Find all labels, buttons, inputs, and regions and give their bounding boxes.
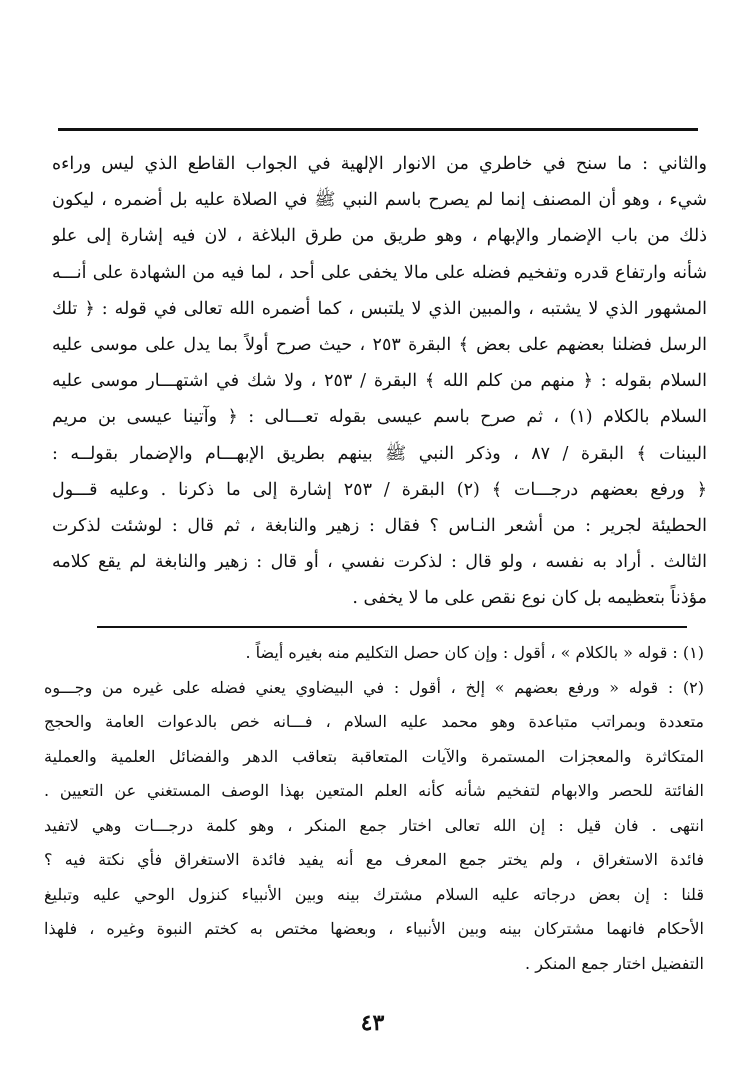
- main-line: مؤذناً بتعظيمه بل كان نوع نقص على ما لا يخفى .: [352, 588, 707, 609]
- main-text-block: [52, 146, 707, 616]
- main-line: شأنه وارتفاع قدره وتفخيم فضله على مالا يخفى على أحد ، لما فيه من الشهادة على أنـــه: [52, 262, 707, 283]
- footnote-line: فائدة الاستغراق ، ولم يختر جمع المعرف مع أنه يفيد فائدة الاستغراق فأي نكتة فيه ؟: [44, 850, 704, 869]
- footnote-line: قلنا : إن بعض درجاته عليه السلام مشترك بينه وبين الأنبياء كنزول الوحي عليه وتبليغ: [44, 884, 704, 904]
- footnote-line: الأحكام فانهما مشتركان بينه وبين الأنبياء ، وبعضها مختص به كختم النبوة وغيره ، فلهذا: [44, 919, 704, 938]
- page-number: ٤٣: [360, 1010, 385, 1036]
- main-line: شيء ، وهو أن المصنف إنما لم يصرح باسم النبي ﷺ في الصلاة عليه بل أضمره ، ليكون: [52, 190, 707, 211]
- main-line: الثالث . أراد به نفسه ، ولو قال : لذكرت نفسي ، أو قال : زهير والنابغة لم يقع كلامه: [52, 552, 707, 573]
- main-line: البينات ﴾ البقرة / ٨٧ ، وذكر النبي ﷺ بينهم بطريق الإبهـــام والإضمار بقولــه :: [52, 443, 707, 464]
- main-line: السلام بقوله : ﴿ منهم من كلم الله ﴾ البقرة / ٢٥٣ ، ولا شك في اشتهـــار موسى عليه: [52, 371, 707, 392]
- footnote-line: التفضيل اختار جمع المنكر .: [525, 953, 704, 973]
- footnote-line: انتهى . فان قيل : إن الله تعالى اختار جمع المنكر ، وهو كلمة درجـــات وهي لاتفيد: [44, 815, 704, 835]
- footnotes-block: [44, 636, 704, 981]
- main-line: المشهور الذي لا يشتبه ، والمبين الذي لا يلتبس ، كما أضمره الله تعالى في قوله : ﴿ تلك: [52, 298, 707, 319]
- main-line: السلام بالكلام (١) ، ثم صرح باسم عيسى بقوله تعـــالى : ﴿ وآتينا عيسى بن مريم: [52, 407, 707, 428]
- main-line: ذلك من باب الإضمار والإبهام ، وهو طريق من طرق البلاغة ، لان فيه إشارة إلى علو: [52, 226, 707, 247]
- main-line: الحطيئة لجرير : من أشعر النـاس ؟ فقال : زهير والنابغة ، ثم قال : لوشئت لذكرت: [52, 515, 707, 536]
- top-rule: [58, 128, 698, 131]
- main-line: ﴿ ورفع بعضهم درجـــات ﴾ (٢) البقرة / ٢٥٣ إشارة إلى ما ذكرنا . وعليه قـــول: [52, 479, 707, 500]
- footnote-line: المتكاثرة والمعجزات المستمرة والآيات المتعاقبة بتعاقب الدهر والفضائل العلمية والعملية: [44, 746, 704, 766]
- footnote-line: (١) : قوله « بالكلام » ، أقول : وإن كان حصل التكليم منه بغيره أيضاً .: [245, 643, 704, 662]
- footnote-line: الفائتة للحصر والابهام لتفخيم شأنه كأنه العلم المتعين بهذا الوصف المستغني عن التعيين .: [44, 781, 704, 800]
- footnote-separator: [97, 626, 687, 628]
- footnote-line: (٢) : قوله « ورفع بعضهم » إلخ ، أقول : في البيضاوي يعني فضله على غيره من وجـــوه: [44, 677, 704, 697]
- footnote-line: متعددة وبمراتب متباعدة وهو محمد عليه السلام ، فـــانه خص بالدعوات العامة والحجج: [44, 712, 704, 731]
- main-line: والثاني : ما سنح في خاطري من الانوار الإلهية في الجواب القاطع الذي ليس وراءه: [52, 154, 707, 174]
- main-line: الرسل فضلنا بعضهم على بعض ﴾ البقرة ٢٥٣ ، حيث صرح أولاً بما يدل على موسى عليه: [52, 334, 707, 355]
